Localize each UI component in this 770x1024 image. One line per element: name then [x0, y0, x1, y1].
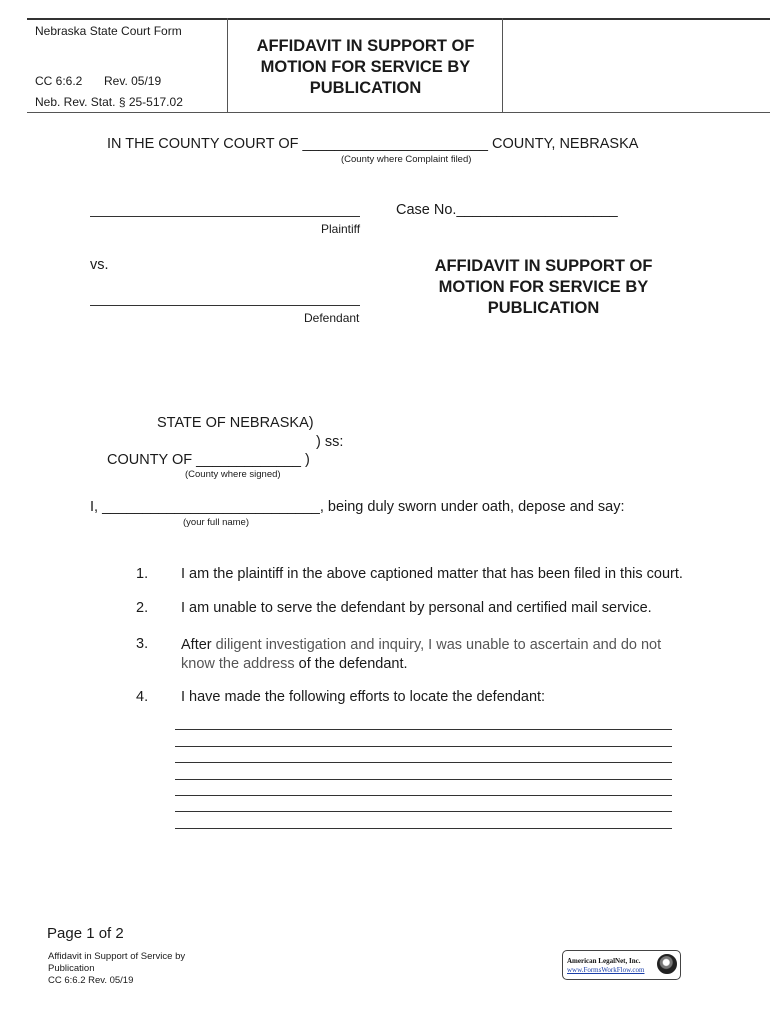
item-text-part: diligent investigation and inquiry, I was unable to ascertain and do not — [211, 637, 662, 653]
item-text: I am unable to serve the defendant by personal and certified mail service. — [181, 600, 652, 616]
item-number: 1. — [136, 566, 149, 582]
publisher-logo — [562, 950, 681, 980]
venue-state: STATE OF NEBRASKA) — [157, 415, 314, 431]
item-text-part: know the address — [181, 656, 295, 672]
oath-statement[interactable]: I, ___________________________, being duly sworn under oath, depose and say: — [90, 499, 625, 515]
efforts-answer-line[interactable] — [175, 828, 672, 829]
versus-label: vs. — [90, 257, 109, 273]
plaintiff-field[interactable] — [90, 216, 360, 217]
item-number: 2. — [136, 600, 149, 616]
defendant-label: Defendant — [304, 311, 360, 325]
item-number: 4. — [136, 689, 149, 705]
footer-form-name-cont: Publication — [48, 963, 95, 974]
court-hint: (County where Complaint filed) — [341, 154, 472, 165]
form-source: Nebraska State Court Form — [35, 24, 182, 38]
header-bottom-rule — [27, 112, 770, 113]
footer-form-name: Affidavit in Support of Service by — [48, 951, 186, 962]
venue-county-hint: (County where signed) — [185, 469, 281, 480]
item-text: I have made the following efforts to locate the defendant: — [181, 689, 546, 705]
publisher-name: American LegalNet, Inc. — [567, 957, 641, 965]
efforts-answer-line[interactable] — [175, 746, 672, 747]
document-title-line: AFFIDAVIT IN SUPPORT OF — [434, 257, 653, 275]
header-top-rule — [27, 18, 770, 20]
form-number: CC 6:6.2 — [35, 74, 83, 88]
plaintiff-label: Plaintiff — [321, 222, 361, 236]
court-county-field[interactable]: _______________________ — [302, 136, 488, 152]
form-statute: Neb. Rev. Stat. § 25-517.02 — [35, 95, 183, 109]
header-divider-right — [502, 18, 503, 113]
oath-name-hint: (your full name) — [183, 517, 249, 528]
defendant-field[interactable] — [90, 305, 360, 306]
venue-county-field[interactable]: COUNTY OF _____________ ) — [107, 452, 310, 468]
case-number-field[interactable]: Case No.____________________ — [396, 202, 618, 218]
header-divider-left — [227, 18, 228, 113]
item-text — [181, 636, 711, 674]
document-title-line: PUBLICATION — [487, 299, 600, 317]
item-number: 3. — [136, 636, 149, 652]
header-title-line: PUBLICATION — [309, 79, 422, 97]
document-title-line: MOTION FOR SERVICE BY — [438, 278, 649, 296]
court-prefix: IN THE COUNTY COURT OF — [107, 136, 299, 152]
court-suffix: COUNTY, NEBRASKA — [492, 136, 639, 152]
footer-form-number: CC 6:6.2 Rev. 05/19 — [48, 975, 134, 986]
item-text-part: of the defendant. — [294, 656, 408, 672]
efforts-answer-line[interactable] — [175, 762, 672, 763]
venue-ss: ) ss: — [316, 434, 344, 450]
form-revision: Rev. 05/19 — [104, 74, 162, 88]
court-line — [107, 136, 638, 152]
header-title-line: MOTION FOR SERVICE BY — [260, 58, 471, 76]
document-title — [400, 256, 687, 319]
efforts-answer-line[interactable] — [175, 811, 672, 812]
publisher-seal-icon — [657, 954, 677, 974]
page-number: Page 1 of 2 — [47, 925, 124, 942]
efforts-answer-line[interactable] — [175, 729, 672, 730]
publisher-link[interactable]: www.FormsWorkFlow.com — [567, 966, 645, 974]
item-text-part: After — [181, 637, 212, 653]
efforts-answer-line[interactable] — [175, 795, 672, 796]
header-title-line: AFFIDAVIT IN SUPPORT OF — [256, 37, 475, 55]
item-text: I am the plaintiff in the above captioned matter that has been filed in this court. — [181, 566, 683, 582]
efforts-answer-line[interactable] — [175, 779, 672, 780]
header-title — [229, 36, 502, 99]
